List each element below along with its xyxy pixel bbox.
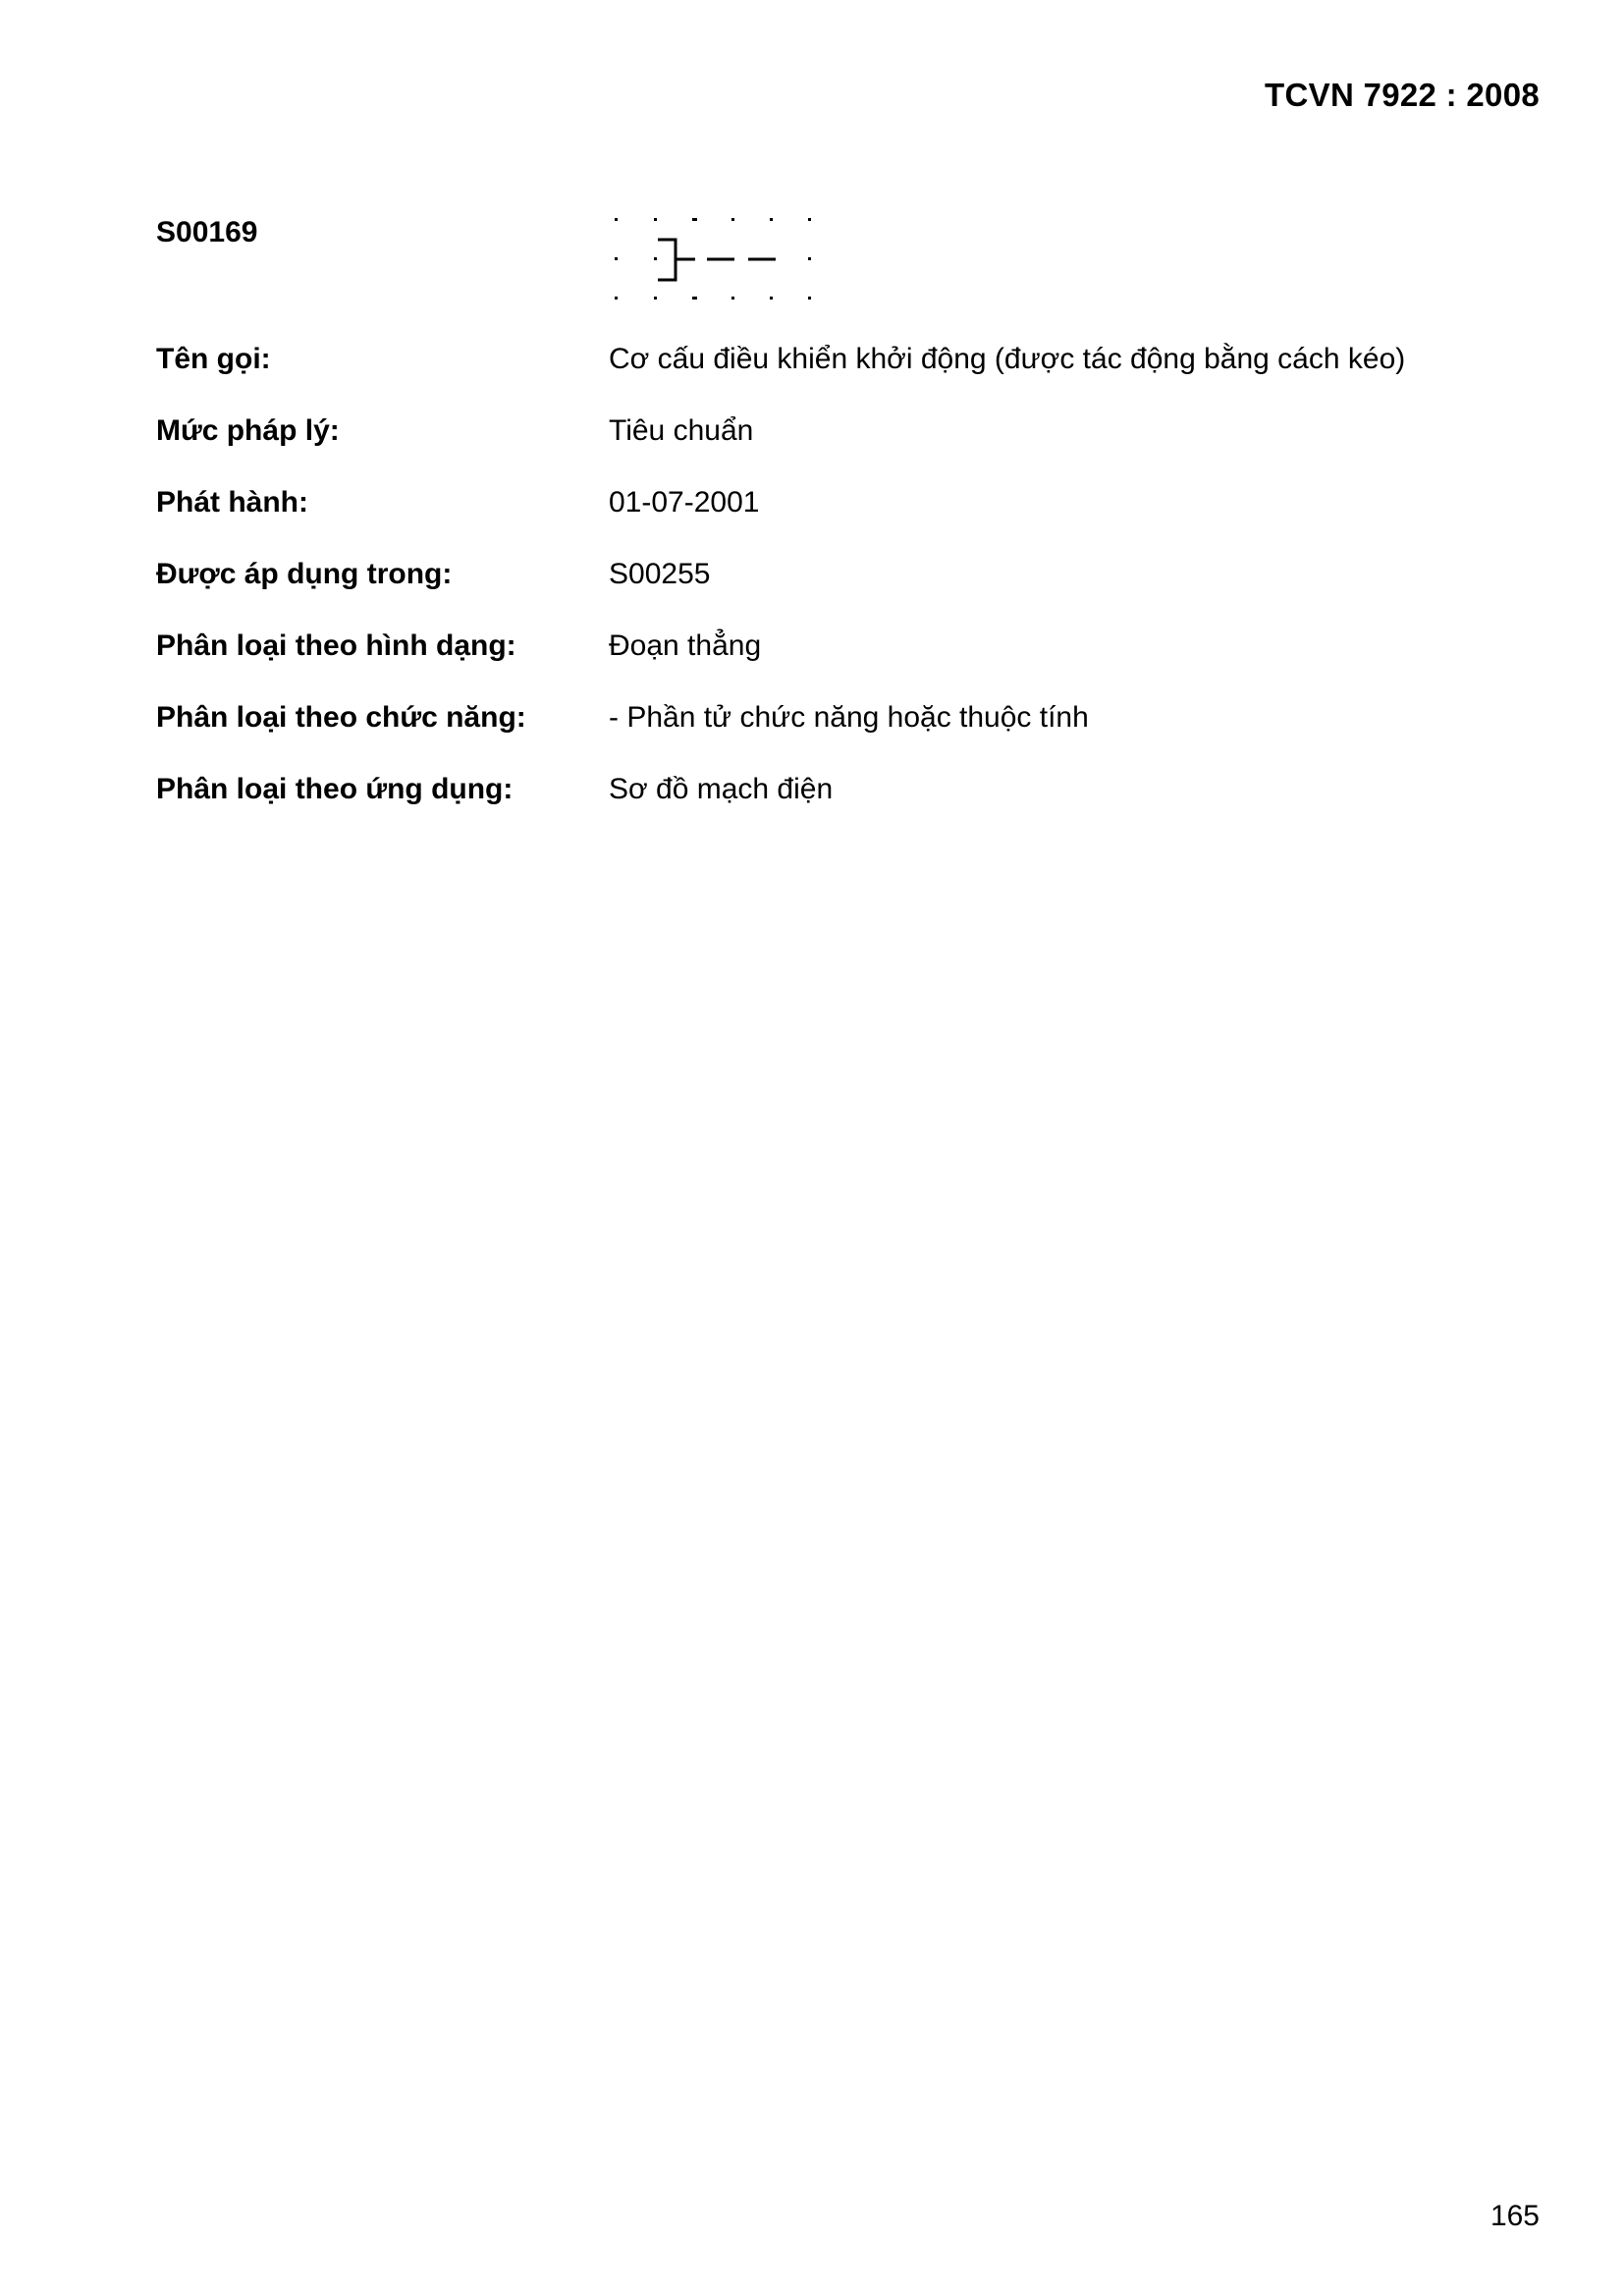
field-label: Phân loại theo ứng dụng: [156,773,514,805]
field-label: Mức pháp lý: [156,414,340,447]
field-value: Đoạn thẳng [609,629,762,662]
field-row-applied-in [156,558,1550,601]
field-row-function-class [156,701,1550,744]
field-label: Phân loại theo hình dạng: [156,629,516,662]
field-label: Phân loại theo chức năng: [156,701,526,734]
document-header: TCVN 7922 : 2008 [1265,77,1540,113]
field-value: - Phần tử chức năng hoặc thuộc tính [609,701,1089,734]
field-value: S00255 [609,558,711,590]
page-number: 165 [1489,2200,1540,2232]
field-label: Được áp dụng trong: [156,558,453,590]
field-row-shape-class [156,629,1550,673]
field-row-legal-level [156,414,1550,458]
field-row-application-class [156,773,1550,816]
field-label: Phát hành: [156,486,308,519]
pull-operated-actuator-symbol-icon [599,204,825,317]
symbol-code: S00169 [156,216,258,248]
field-value: Tiêu chuẩn [609,414,754,447]
field-value: Cơ cấu điều khiển khởi động (được tác động bằng cách kéo) [609,343,1406,375]
field-row-name [156,343,1550,386]
field-value: Sơ đồ mạch điện [609,773,834,805]
field-row-issued [156,486,1550,529]
field-label: Tên gọi: [156,343,271,375]
field-value: 01-07-2001 [609,486,760,519]
